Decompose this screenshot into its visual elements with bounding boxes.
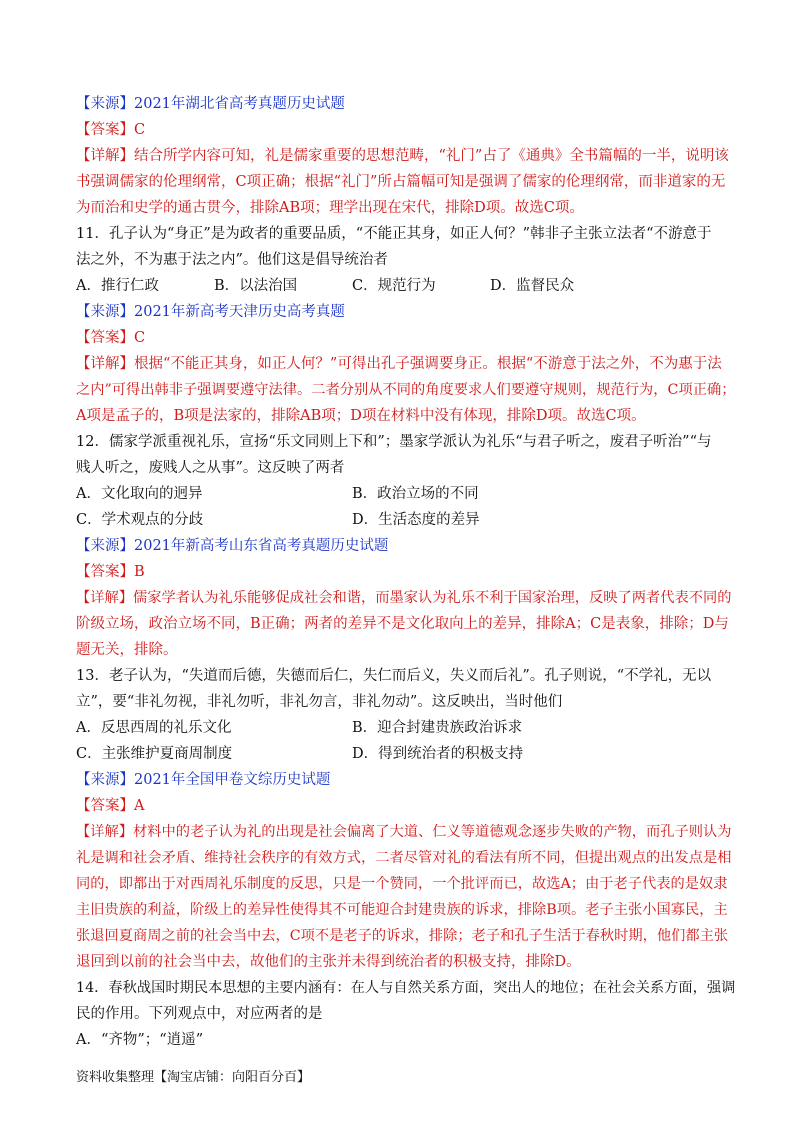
detail-line: 为而治和史学的通古贯今，排除AB项；理学出现在宋代，排除D项。故选C项。 [76,200,584,216]
option-b: B．以法治国 [214,278,298,294]
detail-line: 张退回夏商周之前的社会当中去，C项不是老子的诉求，排除；老子和孔子生活于春秋时期，他们都主张 [76,928,729,944]
option-b: B．迎合封建贵族政治诉求 [352,720,523,736]
detail-line: 主旧贵族的利益，阶级上的差异性使得其不可能迎合封建贵族的诉求，排除B项。老子主张小国寡民，主 [76,902,728,918]
option-a: A．推行仁政 [76,278,159,294]
question-stem: 14．春秋战国时期民本思想的主要内涵有：在人与自然关系方面，突出人的地位；在社会关系方面，强调 [76,980,736,996]
question-stem: 立”，要“非礼勿视，非礼勿听，非礼勿言，非礼勿动”。这反映出，当时他们 [76,694,563,710]
detail-line: 礼是调和社会矛盾、维持社会秩序的有效方式，二者尽管对礼的看法有所不同，但提出观点的出发点是相 [76,850,732,866]
option-c: C．主张维护夏商周制度 [76,746,233,762]
question-stem: 民的作用。下列观点中，对应两者的是 [76,1006,323,1022]
question-stem: 贱人听之，废贱人之从事”。这反映了两者 [76,460,345,476]
detail-line: 【详解】根据“不能正其身，如正人何？”可得出孔子强调要身正。根据“不游意于法之外，不为惠于法 [76,356,722,372]
option-d: D．得到统治者的积极支持 [352,746,524,762]
answer-line: 【答案】A [76,798,145,814]
detail-line: 【详解】儒家学者认为礼乐能够促成社会和谐，而墨家认为礼乐不利于国家治理，反映了两者代表不同的 [76,590,732,606]
detail-line: 【详解】结合所学内容可知，礼是儒家重要的思想范畴，“礼门”占了《通典》全书篇幅的一半，说明该 [76,148,729,164]
answer-line: 【答案】C [76,330,146,346]
question-stem: 11．孔子认为“身正”是为政者的重要品质，“不能正其身，如正人何？”韩非子主张立法者“不游意于 [76,226,712,242]
page-footer: 资料收集整理【淘宝店铺：向阳百分百】 [76,1070,311,1085]
option-d: D．生活态度的差异 [352,512,480,528]
detail-line: 【详解】材料中的老子认为礼的出现是社会偏离了大道、仁义等道德观念逐步失败的产物，而孔子则认为 [76,824,732,840]
option-a: A．反思西周的礼乐文化 [76,720,232,736]
detail-line: 书强调儒家的伦理纲常，C项正确；根据“礼门”所占篇幅可知是强调了儒家的伦理纲常，而非道家的无 [76,174,726,190]
detail-line: 退回到以前的社会当中去，故他们的主张并未得到统治者的积极支持，排除D。 [76,954,581,970]
source-line: 【来源】2021年新高考天津历史高考真题 [76,304,345,320]
option-a: A．文化取向的迥异 [76,486,203,502]
detail-line: A项是孟子的，B项是法家的，排除AB项；D项在材料中没有体现，排除D项。故选C项。 [76,408,646,424]
option-b: B．政治立场的不同 [352,486,479,502]
detail-line: 同的，即都出于对西周礼乐制度的反思，只是一个赞同，一个批评而已，故选A；由于老子代表的是奴隶 [76,876,728,892]
question-stem: 12．儒家学派重视礼乐，宣扬“乐文同则上下和”；墨家学派认为礼乐“与君子听之，废君子听治”“与 [76,434,712,450]
option-a: A．“齐物”；“逍遥” [76,1032,204,1048]
source-line: 【来源】2021年全国甲卷文综历史试题 [76,772,331,788]
option-d: D．监督民众 [490,278,575,294]
option-c: C．规范行为 [352,278,436,294]
detail-line: 阶级立场，政治立场不同，B正确；两者的差异不是文化取向上的差异，排除A；C是表象，排除；D与 [76,616,729,632]
question-stem: 法之外，不为惠于法之内”。他们这是倡导统治者 [76,252,388,268]
question-stem: 13．老子认为，“失道而后德，失德而后仁，失仁而后义，失义而后礼”。孔子则说，“不学礼，无以 [76,668,712,684]
source-line: 【来源】2021年湖北省高考真题历史试题 [76,96,345,112]
answer-line: 【答案】B [76,564,145,580]
detail-line: 题无关，排除。 [76,642,178,658]
answer-line: 【答案】C [76,122,146,138]
detail-line: 之内”可得出韩非子强调要遵守法律。二者分别从不同的角度要求人们要遵守规则，规范行为，C项正确； [76,382,736,398]
source-line: 【来源】2021年新高考山东省高考真题历史试题 [76,538,389,554]
option-c: C．学术观点的分歧 [76,512,204,528]
